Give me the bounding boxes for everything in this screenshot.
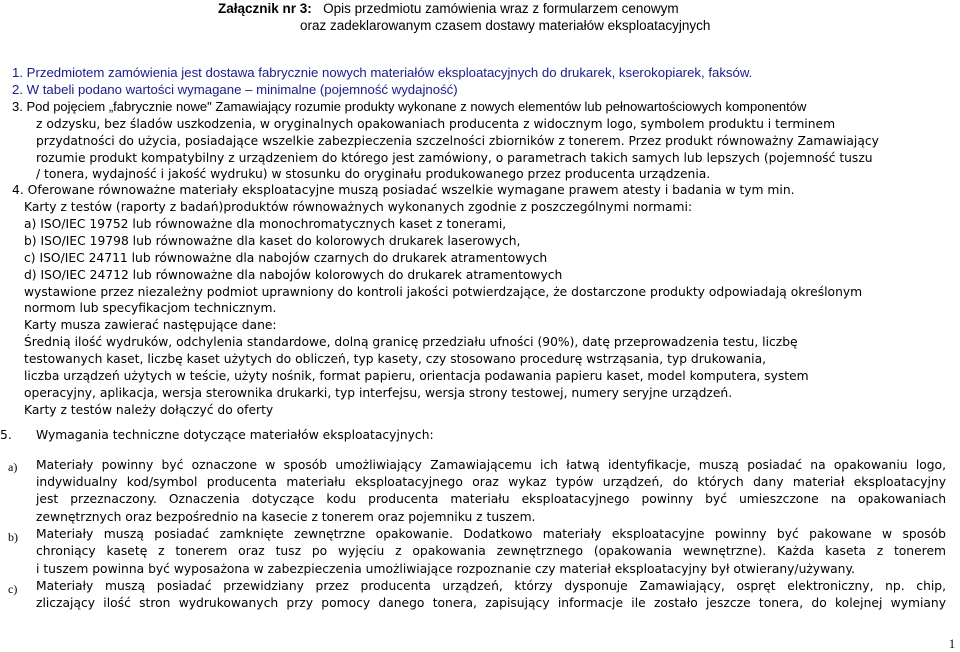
item-3-line-1: 3. Pod pojęciem „fabrycznie nowe" Zamawiający rozumie produkty wykonane z nowych elementów lub pełnowartościowych komponentów — [12, 99, 807, 114]
item-4-line-10: Średnią ilość wydruków, odchylenia standardowe, dolną granicę przedziału ufności (90%), datę przeprowadzenia testu, liczbę — [24, 335, 798, 349]
item-4-line-2: Karty z testów (raporty z badań)produktów równoważnych wykonanych zgodnie z poszczególnymi normami: — [24, 200, 693, 214]
item-4-line-3: a) ISO/IEC 19752 lub równoważne dla monochromatycznych kaset z tonerami, — [24, 217, 507, 231]
item-2: 2. W tabeli podano wartości wymagane – minimalne (pojemność wydajność) — [12, 82, 458, 97]
item-4-line-4: b) ISO/IEC 19798 lub równoważne dla kaset do kolorowych drukarek laserowych, — [24, 234, 521, 248]
item-4-line-12: liczba urządzeń użytych w teście, użyty nośnik, format papieru, orientacja podawania papieru kaset, model komputera, system — [24, 369, 809, 383]
requirement-a-line-4: zewnętrznych oraz bezpośrednio na kasecie z tonerem oraz pojemniku z tuszem. — [36, 510, 536, 524]
item-4-line-13: operacyjny, aplikacja, wersja sterownika drukarki, typ interfejsu, wersja strony testowej, numery seryjne urządzeń. — [24, 386, 733, 400]
page-number: 1 — [949, 636, 955, 651]
item-4-line-5: c) ISO/IEC 24711 lub równoważne dla nabojów czarnych do drukarek atramentowych — [24, 251, 548, 265]
item-4-line-9: Karty musza zawierać następujące dane: — [24, 318, 277, 332]
item-4-line-6: d) ISO/IEC 24712 lub równoważne dla nabojów kolorowych do drukarek atramentowych — [24, 268, 563, 282]
item-5-number: 5. — [0, 428, 12, 442]
attachment-title-line1: Opis przedmiotu zamówienia wraz z formularzem cenowym — [323, 1, 679, 16]
item-3-line-3: przydatności do użycia, posiadające wszelkie zabezpieczenia szczelności zbiorników z tonerem. Przez produkt równoważny Zamawiający — [36, 134, 879, 148]
requirement-b-line-3: i tuszem powinna być wyposażona w zabezpieczenia umożliwiające rozpoznanie czy materiał eksploatacyjny był otwierany/używany. — [36, 562, 855, 576]
item-5-heading: Wymagania techniczne dotyczące materiałów eksploatacyjnych: — [36, 428, 434, 442]
item-4-line-8: normom lub specyfikacjom technicznym. — [24, 301, 277, 315]
requirement-b-line-2: chroniący kasetę z tonerem oraz tusz po wyjęciu z opakowania zewnętrznego (opakowania wewnętrzne). Każda kaseta z tonerem — [36, 544, 946, 558]
attachment-label: Załącznik nr 3: — [218, 1, 312, 16]
item-3-line-2: z odzysku, bez śladów uszkodzenia, w oryginalnych opakowaniach producenta z widocznym logo, symbolem produktu i terminem — [36, 117, 836, 131]
requirement-c-line-1: Materiały muszą posiadać przewidziany przez producenta urządzeń, którzy dysponuje Zamawiający, ospręt elektroniczny, np. chip, — [36, 579, 946, 593]
attachment-title-line2: oraz zadeklarowanym czasem dostawy materiałów eksploatacyjnych — [300, 18, 711, 33]
item-4-line-11: testowanych kaset, liczbę kaset użytych do obliczeń, typ kasety, czy stosowano procedurę wstrząsania, typ drukowania, — [24, 352, 767, 366]
requirement-a-line-3: jest przeznaczony. Oznaczenia dotyczące kodu producenta materiału eksploatacyjnego powinny być umieszczone na opakowaniach — [36, 492, 946, 506]
requirement-b-line-1: Materiały muszą posiadać zamknięte zewnętrzne opakowanie. Dodatkowo materiały eksploatacyjne powinny być pakowane w sposób — [36, 527, 946, 541]
item-3-line-5: / tonera, wydajność i jakość wydruku) w stosunku do oryginału produkowanego przez producenta urządzenia. — [36, 167, 711, 181]
requirement-c-line-2: zliczający ilość stron wydrukowanych przy pomocy danego tonera, zapisujący informacje ile zostało jeszcze tonera, do kolejnej wymiany — [36, 596, 946, 610]
attachment-title — [218, 0, 679, 17]
requirement-c-marker: c) — [8, 582, 18, 596]
requirement-a-marker: a) — [8, 460, 18, 474]
item-4-line-14: Karty z testów należy dołączyć do oferty — [24, 403, 274, 417]
requirement-a-line-1: Materiały powinny być oznaczone w sposób umożliwiający Zamawiającemu ich łatwą identyfikacje, muszą posiadać na opakowaniu logo, — [36, 458, 946, 472]
requirement-b-marker: b) — [8, 530, 18, 544]
requirement-a-line-2: indywidualny kod/symbol producenta materiału eksploatacyjnego oraz wykaz typów urządzeń, do których dany materiał eksploatacyjny — [36, 475, 946, 489]
item-3-line-4: rozumie produkt kompatybilny z urządzeniem do którego jest zamówiony, o parametrach takich samych lub lepszych (pojemność tuszu — [36, 151, 873, 165]
item-1: 1. Przedmiotem zamówienia jest dostawa fabrycznie nowych materiałów eksploatacyjnych do drukarek, kserokopiarek, faksów. — [12, 65, 753, 80]
item-4-line-1: 4. Oferowane równoważne materiały eksploatacyjne muszą posiadać wszelkie wymagane prawem atesty i badania w tym min. — [12, 183, 795, 197]
item-4-line-7: wystawione przez niezależny podmiot uprawniony do kontroli jakości potwierdzające, że dostarczone produkty odpowiadają określonym — [24, 285, 863, 299]
